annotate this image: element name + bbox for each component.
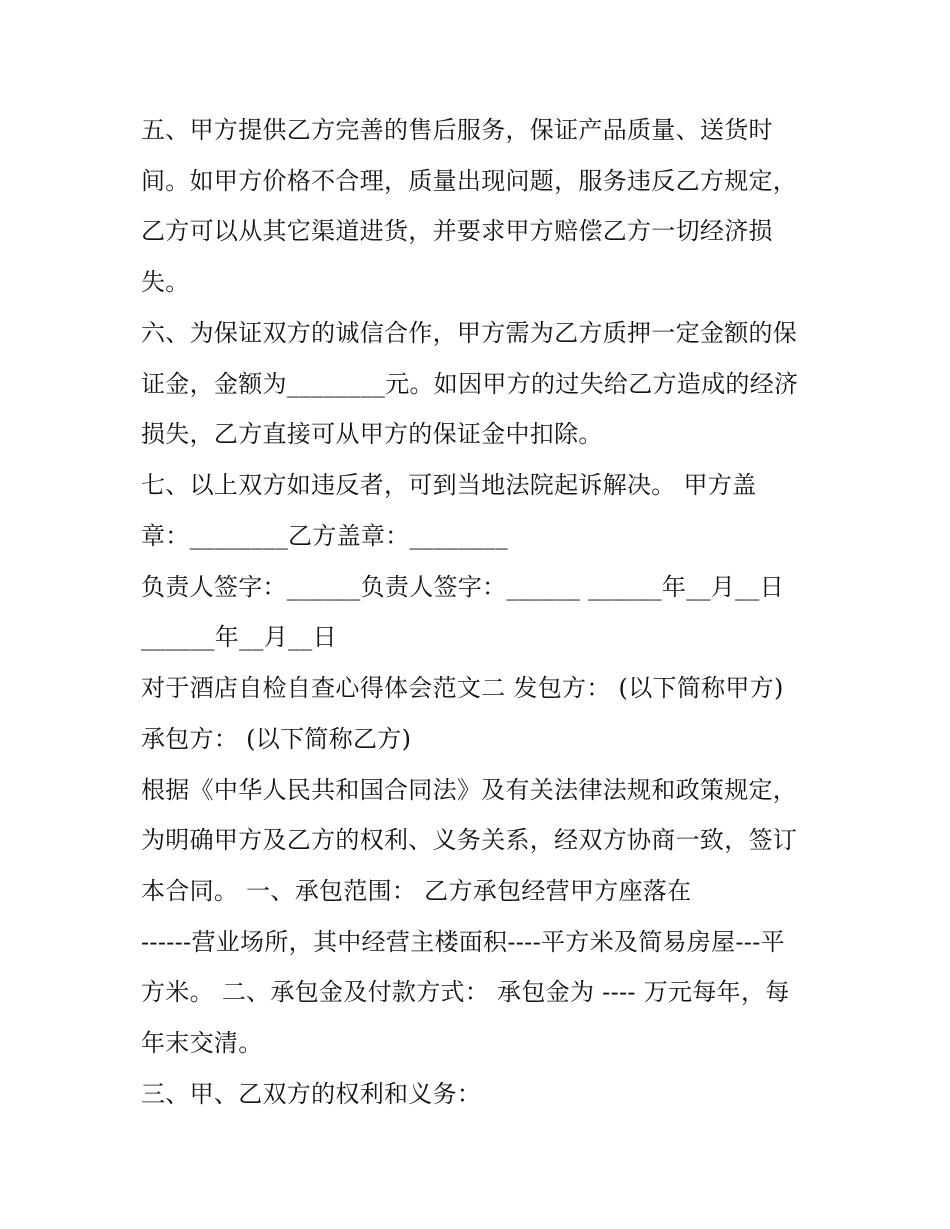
text-line: 根据《中华人民共和国合同法》及有关法律法规和政策规定， bbox=[141, 776, 798, 804]
text-line: 七、以上双方如违反者，可到当地法院起诉解决。 甲方盖 bbox=[141, 471, 757, 499]
text-line: 对于酒店自检自查心得体会范文二 发包方： (以下简称甲方) bbox=[141, 674, 784, 702]
text-line: 负责人签字：______负责人签字：______ ______年__月__日 bbox=[141, 573, 785, 601]
text-line: 五、甲方提供乙方完善的售后服务，保证产品质量、送货时 bbox=[141, 116, 773, 144]
text-line: 年末交清。 bbox=[141, 1029, 263, 1057]
text-line: 乙方可以从其它渠道进货，并要求甲方赔偿乙方一切经济损 bbox=[141, 217, 773, 245]
text-line: 承包方： (以下简称乙方) bbox=[141, 725, 412, 753]
text-line: 证金，金额为________元。如因甲方的过失给乙方造成的经济 bbox=[141, 370, 799, 398]
text-line: 损失，乙方直接可从甲方的保证金中扣除。 bbox=[141, 420, 603, 448]
text-line: 为明确甲方及乙方的权利、义务关系，经双方协商一致，签订 bbox=[141, 826, 798, 854]
text-line: 失。 bbox=[141, 268, 190, 296]
text-line: ______年__月__日 bbox=[141, 623, 337, 651]
text-line: 本合同。 一、承包范围： 乙方承包经营甲方座落在 bbox=[141, 877, 692, 905]
text-line: 间。如甲方价格不合理，质量出现问题，服务违反乙方规定， bbox=[141, 167, 798, 195]
text-line: 章：________乙方盖章：________ bbox=[141, 522, 508, 550]
text-line: 六、为保证双方的诚信合作，甲方需为乙方质押一定金额的保 bbox=[141, 319, 798, 347]
text-line: ------营业场所，其中经营主楼面积----平方米及简易房屋---平 bbox=[141, 928, 785, 956]
text-line: 三、甲、乙双方的权利和义务： bbox=[141, 1080, 482, 1108]
text-line: 方米。 二、承包金及付款方式： 承包金为 ---- 万元每年，每 bbox=[141, 978, 790, 1006]
